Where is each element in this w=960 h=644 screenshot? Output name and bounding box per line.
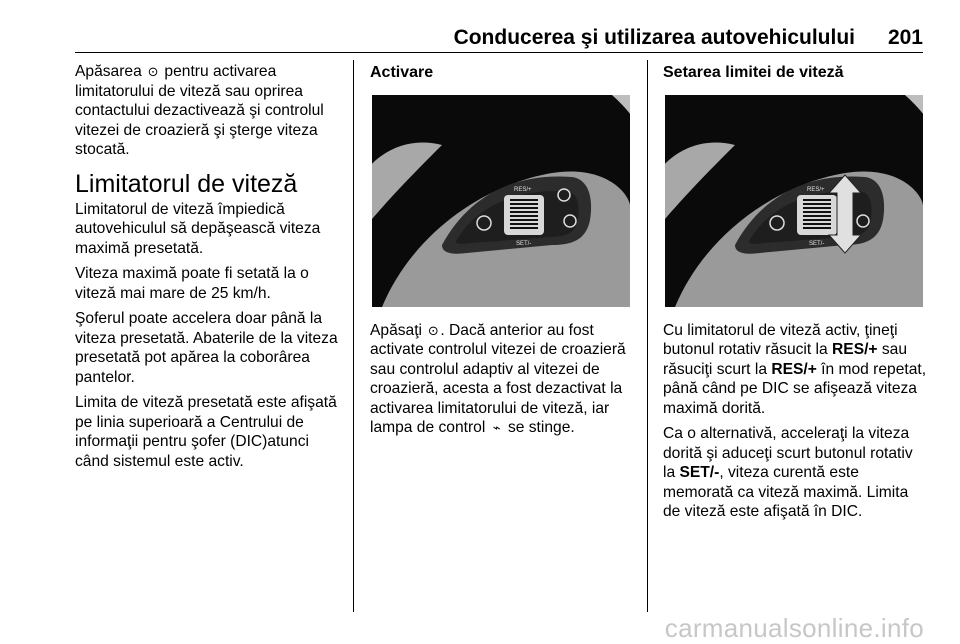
- paragraph: Cu limitatorul de viteză activ, ţineţi butonul rotativ răsucit la RES/+ sau răsuciţi scurt la RES/+ în mod repetat, până când pe DIC se afişează viteza maximă dorită.: [663, 321, 927, 417]
- paragraph: Apăsarea ⊙ pentru activarea limitatorului de viteză sau oprirea contactului dezactivează şi controlul vitezei de croazieră şi şterge viteza stocată.: [75, 63, 324, 158]
- column-divider-2: [647, 60, 648, 612]
- column-1: [75, 62, 340, 477]
- paragraph: Şoferul poate accelera doar până la viteza presetată. Abaterile de la viteza presetată pot apărea la coborârea pantelor.: [75, 310, 338, 386]
- svg-text:RES/+: RES/+: [514, 186, 532, 193]
- section-heading: Limitatorul de viteză: [75, 169, 298, 198]
- speed-limiter-icon: ⊙: [427, 322, 439, 338]
- column-3: [663, 62, 928, 528]
- column-2: [370, 62, 632, 444]
- subsection-heading: Activare: [370, 64, 434, 81]
- paragraph: Limita de viteză presetată este afişată pe linia superioară a Centrului de informaţii pentru şofer (DIC)atunci când sistemul este activ.: [75, 394, 337, 470]
- steering-wheel-illustration: [372, 95, 630, 307]
- speed-limiter-lamp-icon: ⌁: [492, 420, 501, 435]
- paragraph: Viteza maximă poate fi setată la o viteză mai mare de 25 km/h.: [75, 265, 309, 302]
- speed-limiter-icon: ⊙: [147, 64, 159, 79]
- svg-text:SET/-: SET/-: [809, 240, 825, 247]
- watermark: carmanualsonline.info: [664, 613, 924, 643]
- svg-text:RES/+: RES/+: [807, 186, 825, 193]
- page-number: 201: [887, 26, 923, 49]
- paragraph: Limitatorul de viteză împiedică autovehiculul să depăşească viteza maximă presetată.: [75, 200, 321, 257]
- svg-text:SET/-: SET/-: [516, 240, 532, 247]
- paragraph: Apăsaţi ⊙. Dacă anterior au fost activate controlul vitezei de croazieră sau controlul adaptiv al vitezei de croazieră, acesta a fost dezactivat la activarea limitatorului de viteză, iar lampa de control ⌁ se stinge.: [370, 321, 626, 436]
- column-divider-1: [353, 60, 354, 612]
- steering-wheel-illustration-arrows: [665, 95, 923, 307]
- header-rule: [75, 52, 923, 53]
- page-header: [75, 22, 923, 52]
- chapter-title: Conducerea şi utilizarea autovehiculului: [453, 26, 855, 49]
- paragraph: Ca o alternativă, acceleraţi la viteza dorită şi aduceţi scurt butonul rotativ la SET/-, viteza curentă este memorată ca viteză maximă. Limita de viteză este afişată în DIC.: [663, 425, 913, 520]
- subsection-heading: Setarea limitei de viteză: [663, 64, 844, 81]
